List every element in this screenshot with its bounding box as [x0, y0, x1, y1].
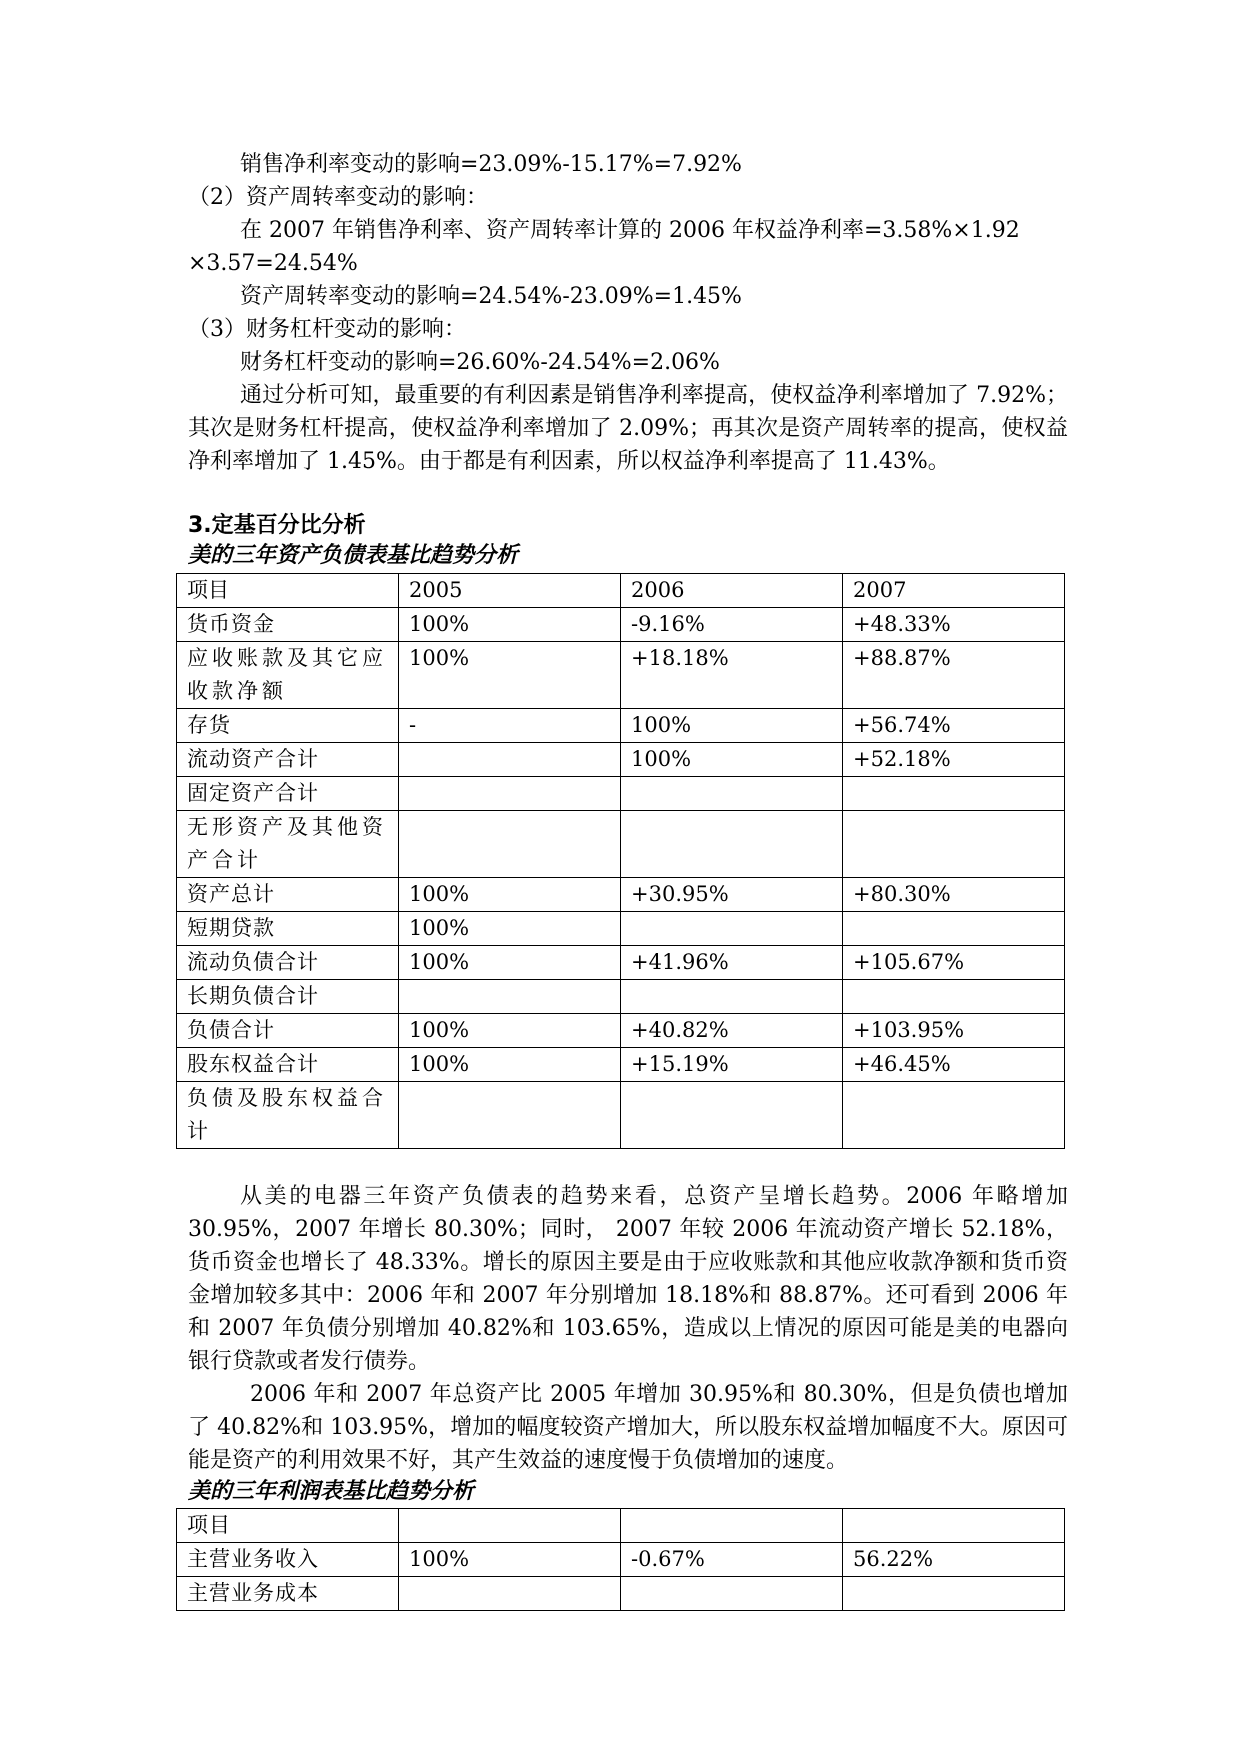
paragraph: 通过分析可知，最重要的有利因素是销售净利率提高，使权益净利率增加了 7.92%；其次是财务杠杆提高，使权益净利率增加了 2.09%；再其次是资产周转率的提高，使权益净利率增加了 1.45%。由于都是有利因素，所以权益净利率提高了 11.43%。: [188, 383, 1068, 474]
table-row: [177, 608, 1065, 642]
table-cell: +105.67%: [843, 946, 1065, 980]
table-cell: +15.19%: [621, 1048, 843, 1082]
table-row: [177, 1577, 1065, 1611]
section-heading: 3.定基百分比分析: [188, 513, 366, 538]
text-line: （2）资产周转率变动的影响：: [188, 185, 488, 210]
row-label: 资产总计: [177, 878, 399, 912]
table-cell: [399, 1082, 621, 1149]
table-cell: +52.18%: [843, 743, 1065, 777]
table-row: [177, 642, 1065, 709]
table-cell: [843, 777, 1065, 811]
table-cell: [399, 743, 621, 777]
table-row: [177, 946, 1065, 980]
row-label: 货币资金: [177, 608, 399, 642]
table-cell: 100%: [399, 1543, 621, 1577]
table-cell: +80.30%: [843, 878, 1065, 912]
balance-sheet-trend-table: [176, 573, 1065, 1149]
table-cell: [621, 1577, 843, 1611]
table-cell: 100%: [399, 1014, 621, 1048]
table-cell: 56.22%: [843, 1543, 1065, 1577]
table-cell: +46.45%: [843, 1048, 1065, 1082]
table-cell: +18.18%: [621, 642, 843, 709]
row-label: 短期贷款: [177, 912, 399, 946]
table-cell: +30.95%: [621, 878, 843, 912]
table-cell: [621, 980, 843, 1014]
table-header-cell: 2006: [621, 574, 843, 608]
table-header-row: [177, 574, 1065, 608]
table-caption: 美的三年资产负债表基比趋势分析: [188, 543, 519, 568]
table-cell: 100%: [621, 743, 843, 777]
table-cell: +103.95%: [843, 1014, 1065, 1048]
table-cell: +40.82%: [621, 1014, 843, 1048]
table-cell: [621, 1082, 843, 1149]
table-cell: +56.74%: [843, 709, 1065, 743]
table-cell: [399, 811, 621, 878]
table-cell: [843, 1509, 1065, 1543]
table-row: [177, 709, 1065, 743]
table-row: [177, 811, 1065, 878]
row-label: 主营业务收入: [177, 1543, 399, 1577]
table-caption: 美的三年利润表基比趋势分析: [188, 1479, 475, 1504]
table-cell: +48.33%: [843, 608, 1065, 642]
table-cell: [399, 980, 621, 1014]
table-row: [177, 1509, 1065, 1543]
table-row: [177, 1014, 1065, 1048]
table-row: [177, 878, 1065, 912]
analysis-paragraph: 2006 年和 2007 年总资产比 2005 年增加 30.95%和 80.30%，但是负债也增加了 40.82%和 103.95%，增加的幅度较资产增加大，所以股东权益增加幅度不大。原因可能是资产的利用效果不好，其产生效益的速度慢于负债增加的速度。: [188, 1382, 1068, 1473]
text-line: （3）财务杠杆变动的影响：: [188, 317, 466, 342]
table-cell: 100%: [399, 946, 621, 980]
row-label: 股东权益合计: [177, 1048, 399, 1082]
table-cell: -9.16%: [621, 608, 843, 642]
table-cell: [621, 811, 843, 878]
table-cell: +41.96%: [621, 946, 843, 980]
row-label: 流动负债合计: [177, 946, 399, 980]
table-cell: 100%: [399, 878, 621, 912]
table-cell: [621, 777, 843, 811]
table-row: [177, 980, 1065, 1014]
text-line: 财务杠杆变动的影响=26.60%-24.54%=2.06%: [240, 350, 720, 375]
table-cell: 100%: [621, 709, 843, 743]
text-line: 在 2007 年销售净利率、资产周转率计算的 2006 年权益净利率=3.58%×1.92: [240, 218, 1020, 243]
table-cell: [399, 777, 621, 811]
table-cell: +88.87%: [843, 642, 1065, 709]
text-line: ×3.57=24.54%: [188, 251, 358, 276]
income-statement-trend-table: [176, 1508, 1065, 1611]
table-cell: 100%: [399, 608, 621, 642]
row-label: 长期负债合计: [177, 980, 399, 1014]
row-label: 应收账款及其它应收款净额: [177, 642, 399, 709]
table-cell: [621, 912, 843, 946]
text-line: 资产周转率变动的影响=24.54%-23.09%=1.45%: [240, 284, 742, 309]
table-cell: 100%: [399, 1048, 621, 1082]
table-header-cell: 2007: [843, 574, 1065, 608]
row-label: 存货: [177, 709, 399, 743]
table-cell: [843, 912, 1065, 946]
row-label: 主营业务成本: [177, 1577, 399, 1611]
table-row: [177, 1543, 1065, 1577]
table-cell: [843, 1082, 1065, 1149]
table-cell: [843, 1577, 1065, 1611]
table-cell: -0.67%: [621, 1543, 843, 1577]
table-cell: 100%: [399, 912, 621, 946]
table-cell: [399, 1509, 621, 1543]
row-label: 负债合计: [177, 1014, 399, 1048]
analysis-paragraph: 从美的电器三年资产负债表的趋势来看，总资产呈增长趋势。2006 年略增加 30.95%，2007 年增长 80.30%；同时， 2007 年较 2006 年流动资产增长 52.18%，货币资金也增长了 48.33%。增长的原因主要是由于应收账款和其他应收款净额和货币资金增加较多其中：2006 年和 2007 年分别增加 18.18%和 88.87%。还可看到 2006 年和 2007 年负债分别增加 40.82%和 103.65%，造成以上情况的原因可能是美的电器向银行贷款或者发行债券。: [188, 1184, 1068, 1374]
row-label: 负债及股东权益合计: [177, 1082, 399, 1149]
table-row: [177, 1048, 1065, 1082]
table-cell: [399, 1577, 621, 1611]
text-line: 销售净利率变动的影响=23.09%-15.17%=7.92%: [240, 152, 742, 177]
row-label: 固定资产合计: [177, 777, 399, 811]
table-cell: [843, 980, 1065, 1014]
row-label: 流动资产合计: [177, 743, 399, 777]
table-cell: [843, 811, 1065, 878]
table-row: [177, 777, 1065, 811]
table-header-cell: 项目: [177, 574, 399, 608]
table-cell: -: [399, 709, 621, 743]
table-row: [177, 743, 1065, 777]
table-header-cell: 2005: [399, 574, 621, 608]
table-row: [177, 912, 1065, 946]
table-cell: 100%: [399, 642, 621, 709]
table-row: [177, 1082, 1065, 1149]
row-label: 无形资产及其他资产合计: [177, 811, 399, 878]
row-label: 项目: [177, 1509, 399, 1543]
table-cell: [621, 1509, 843, 1543]
